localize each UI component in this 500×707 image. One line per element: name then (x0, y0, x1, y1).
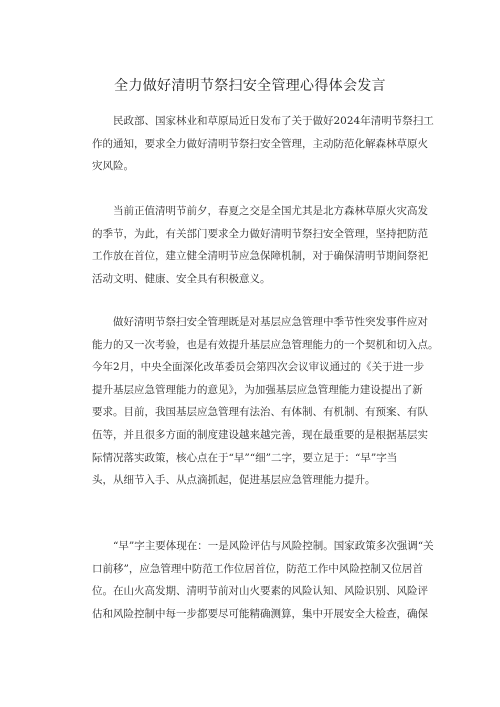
paragraph-line: 作的通知，要求全力做好清明节祭扫安全管理，主动防范化解森林草原火 (92, 137, 428, 150)
paragraph-line: “早”字主要体现在：一是风险评估与风险控制。国家政策多次强调“关 (113, 540, 434, 552)
paragraph-line: 际情况落实政策，核心点在于“早”“细”二字，要立足于：“早”字当 (92, 451, 398, 464)
paragraph-line: 口前移”，应急管理中防范工作位居首位，防范工作中风险控制又位居首 (92, 562, 423, 575)
paragraph-1 (92, 110, 434, 178)
paragraph-line: 当前正值清明节前夕，春夏之交是全国尤其是北方森林草原火灾高发 (113, 205, 428, 217)
paragraph-line: 民政部、国家林业和草原局近日发布了关于做好2024年清明节祭扫工 (113, 115, 434, 127)
paragraph-line: 位。在山火高发期、清明节前对山火要素的风险认知、风险识别、风险评 (92, 585, 428, 598)
paragraph-3 (92, 311, 439, 492)
paragraph-line: 伍等，并且很多方面的制度建设越来越完善，现在最重要的是根据基层实 (92, 428, 428, 441)
paragraph-line: 提升基层应急管理能力的意见》，为加强基层应急管理能力建设提出了新 (92, 383, 423, 396)
paragraph-line: 的季节，为此，有关部门要求全力做好清明节祭扫安全管理，坚持把防范 (92, 227, 428, 240)
paragraph-line: 工作放在首位，建立健全清明节应急保障机制，对于确保清明节期间祭祀 (92, 250, 428, 263)
document-title: 全力做好清明节祭扫安全管理心得体会发言 (114, 78, 386, 94)
paragraph-4 (92, 535, 434, 625)
paragraph-line: 能力的又一次考验，也是有效提升基层应急管理能力的一个契机和切入点。 (92, 338, 439, 351)
paragraph-2 (92, 200, 428, 290)
paragraph-line: 今年2月，中央全面深化改革委员会第四次会议审议通过的《关于进一步 (92, 361, 425, 374)
paragraph-line: 头，从细节入手、从点滴抓起，促进基层应急管理能力提升。 (92, 474, 376, 487)
paragraph-line: 估和风险控制中每一步都要尽可能精确测算，集中开展安全大检查，确保 (92, 607, 428, 620)
paragraph-line: 活动文明、健康、安全具有积极意义。 (92, 272, 271, 285)
paragraph-line: 灾风险。 (92, 160, 134, 173)
paragraph-line: 要求。目前，我国基层应急管理有法治、有体制、有机制、有预案、有队 (92, 406, 428, 419)
paragraph-line: 做好清明节祭扫安全管理既是对基层应急管理中季节性突发事件应对 (113, 316, 428, 328)
